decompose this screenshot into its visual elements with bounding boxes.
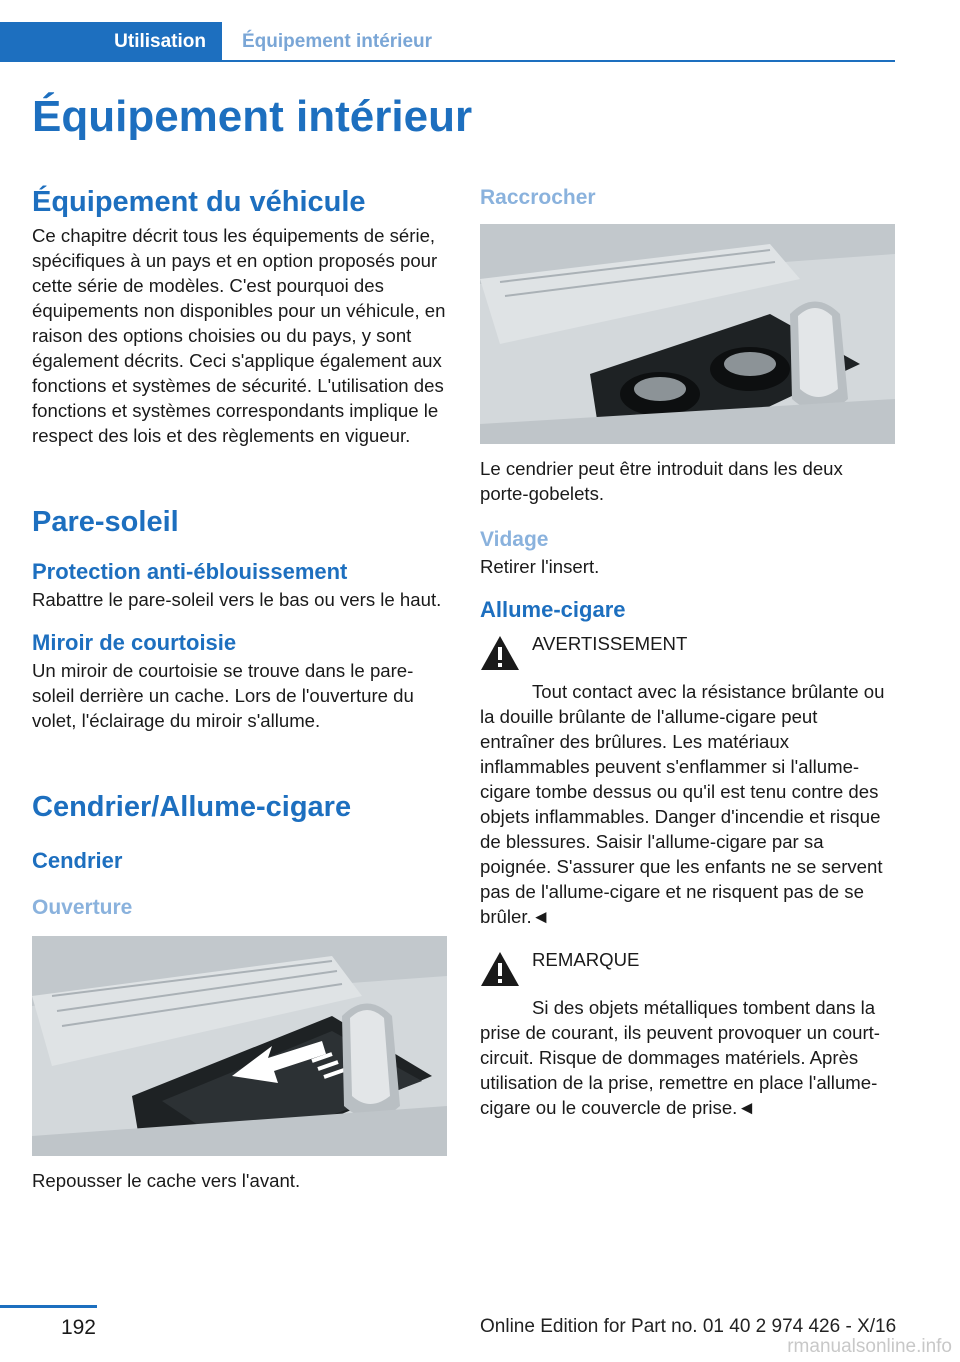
emptying-heading: Vidage [480, 528, 549, 551]
footer-edition: Online Edition for Part no. 01 40 2 974 426 - X/16 [480, 1316, 897, 1337]
tab-equipement-interieur[interactable]: Équipement intérieur [242, 31, 433, 52]
header-rule [0, 60, 895, 62]
hook-heading: Raccrocher [480, 186, 596, 209]
courtesy-mirror-body: Un miroir de courtoisie se trouve dans le pare-soleil derrière un cache. Lors de l'ouverture du volet, l'éclairage du miroir s'allume. [32, 660, 414, 731]
page-title: Équipement intérieur [32, 92, 473, 141]
note-label: REMARQUE [532, 949, 640, 970]
warning-label: AVERTISSEMENT [532, 633, 688, 654]
footer-rule [0, 1305, 97, 1308]
header-tabs [0, 22, 895, 62]
page-number: 192 [60, 1316, 96, 1339]
vehicle-equipment-heading: Équipement du véhicule [32, 186, 366, 218]
note-triangle-icon [480, 951, 520, 992]
left-column [32, 180, 447, 1193]
warning-body: Tout contact avec la résistance brûlante ou la douille brûlante de l'allume-cigare peut entraîner des brûlures. Les matériaux inflammables peuvent s'enflammer si l'allume-cigare tombe dessus ou qu'il est tenu contre des objets inflammables. Danger d'incendie et risque de blessures. Saisir l'allume-cigare par sa poignée. S'assurer que les enfants ne se servent pas de l'allume-cigare et ne risquent pas de se brûler.◄ [480, 681, 885, 927]
opening-caption: Repousser le cache vers l'avant. [32, 1170, 301, 1191]
right-column [480, 180, 895, 1120]
watermark: rmanualsonline.info [787, 1336, 952, 1357]
warning-block [480, 631, 895, 676]
ashtray-heading: Cendrier [32, 848, 123, 873]
glare-protection-body: Rabattre le pare-soleil vers le bas ou vers le haut. [32, 589, 442, 610]
courtesy-mirror-heading: Miroir de courtoisie [32, 630, 237, 655]
note-body: Si des objets métalliques tombent dans la prise de courant, ils peuvent provoquer un court-circuit. Risque de dommages matériels. Après utilisation de la prise, remettre en place l'allume-cigare ou le couvercle de prise.◄ [480, 997, 880, 1118]
glare-protection-heading: Protection anti-éblouissement [32, 559, 348, 584]
note-block [480, 947, 895, 992]
emptying-body: Retirer l'insert. [480, 556, 600, 577]
ashtray-lighter-heading: Cendrier/Allume-cigare [32, 791, 352, 823]
warning-triangle-icon [480, 635, 520, 676]
sun-visor-heading: Pare-soleil [32, 506, 179, 538]
lighter-heading: Allume-cigare [480, 597, 626, 622]
ashtray-hook-illustration [480, 224, 895, 444]
opening-heading: Ouverture [32, 896, 133, 919]
tab-utilisation[interactable]: Utilisation [0, 22, 222, 62]
hook-caption: Le cendrier peut être introduit dans les deux porte-gobelets. [480, 458, 843, 504]
ashtray-opening-illustration [32, 936, 447, 1156]
vehicle-equipment-body: Ce chapitre décrit tous les équipements de série, spécifiques à un pays et en option proposés pour cette série de modèles. C'est pourquoi des équipements non disponibles pour un véhicule, en raison des options choisies ou du pays, y sont également décrits. Ceci s'applique également aux fonctions et systèmes de sécurité. L'utilisation des fonctions et systèmes correspondants implique le respect des lois et des règlements en vigueur. [32, 225, 446, 446]
